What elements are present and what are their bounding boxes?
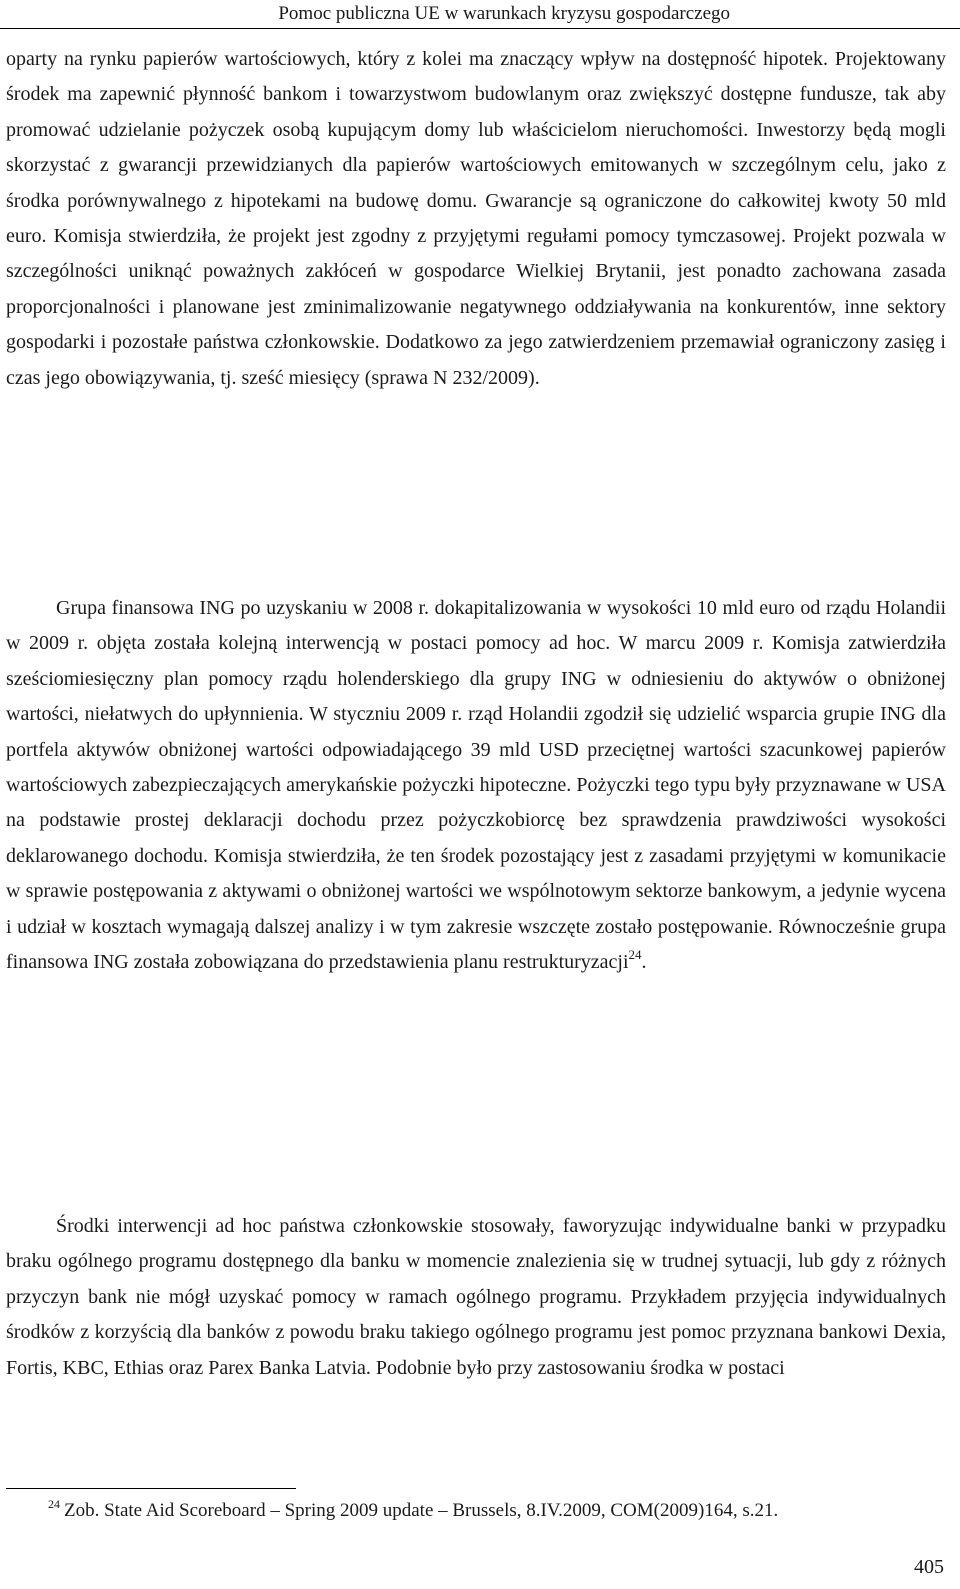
footnote-separator [6,1488,296,1489]
footnote-text: Zob. State Aid Scoreboard – Spring 2009 update – Brussels, 8.IV.2009, COM(2009)164, s.21. [64,1500,779,1521]
footnote-number: 24 [48,1497,60,1511]
page-number: 405 [914,1556,944,1578]
paragraph-2 [6,591,946,980]
footnote-reference[interactable]: 24 [628,947,642,963]
paragraph-3: Środki interwencji ad hoc państwa członkowskie stosowały, faworyzując indywidualne banki w przypadku braku ogólnego programu dostępnego dla banku w momencie znalezienia się w trudnej sytuacji, lub gdy z różnych przyczyn bank nie mógł uzyskać pomocy w ramach ogólnego programu. Przykładem przyjęcia indywidualnych środków z korzyścią dla banków z powodu braku takiego ogólnego programu jest pomoc przyznana bankowi Dexia, Fortis, KBC, Ethias oraz Parex Banka Latvia. Podobnie było przy zastosowaniu środka w postaci [6,1215,946,1379]
paragraph-1: oparty na rynku papierów wartościowych, który z kolei ma znaczący wpływ na dostępność hipotek. Projektowany środek ma zapewnić płynność bankom i towarzystwom budowlanym oraz zwiększyć dostępne fundusze, tak aby promować udzielanie pożyczek osobą kupującym domy lub właścicielom nieruchomości. Inwestorzy będą mogli skorzystać z gwarancji przewidzianych dla papierów wartościowych emitowanych w szczególnym celu, jako z środka porównywalnego z hipotekami na budowę domu. Gwarancje są ograniczone do całkowitej kwoty 50 mld euro. Komisja stwierdziła, że projekt jest zgodny z przyjętymi regułami pomocy tymczasowej. Projekt pozwala w szczególności uniknąć poważnych zakłóceń w gospodarce Wielkiej Brytanii, jest ponadto zachowana zasada proporcjonalności i planowane jest zminimalizowanie negatywnego oddziaływania na konkurentów, inne sektory gospodarki i pozostałe państwa członkowskie. Dodatkowo za jego zatwierdzeniem przemawiał ograniczony zasięg i czas jego obowiązywania, tj. sześć miesięcy (sprawa N 232/2009). [6,48,946,389]
running-header [0,2,960,29]
paragraph-2-end: . [641,951,647,974]
footnote [48,1498,778,1524]
paragraph-2-text: Grupa finansowa ING po uzyskaniu w 2008 r. dokapitalizowania w wysokości 10 mld euro od rządu Holandii w 2009 r. objęta została kolejną interwencją w postaci pomocy ad hoc. W marcu 2009 r. Komisja zatwierdziła sześciomiesięczny plan pomocy rządu holenderskiego dla grupy ING w odniesieniu do aktywów o obniżonej wartości, niełatwych do upłynnienia. W styczniu 2009 r. rząd Holandii zgodził się udzielić wsparcia grupie ING dla portfela aktywów obniżonej wartości odpowiadającego 39 mld USD przeciętnej wartości szacunkowej papierów wartościowych zabezpieczających amerykańskie pożyczki hipoteczne. Pożyczki tego typu były przyznawane w USA na podstawie prostej deklaracji dochodu przez pożyczkobiorcę bez sprawdzenia prawdziwości wysokości deklarowanego dochodu. Komisja stwierdziła, że ten środek pozostający jest z zasadami przyjętymi w komunikacie w sprawie postępowania z aktywami o obniżonej wartości we wspólnotowym sektorze bankowym, a jedynie wycena i udział w kosztach wymagają dalszej analizy i w tym zakresie wszczęte zostało postępowanie. Równocześnie grupa finansowa ING została zobowiązana do przedstawienia planu restrukturyzacji [6,597,946,974]
header-title: Pomoc publiczna UE w warunkach kryzysu gospodarczego [278,3,730,24]
